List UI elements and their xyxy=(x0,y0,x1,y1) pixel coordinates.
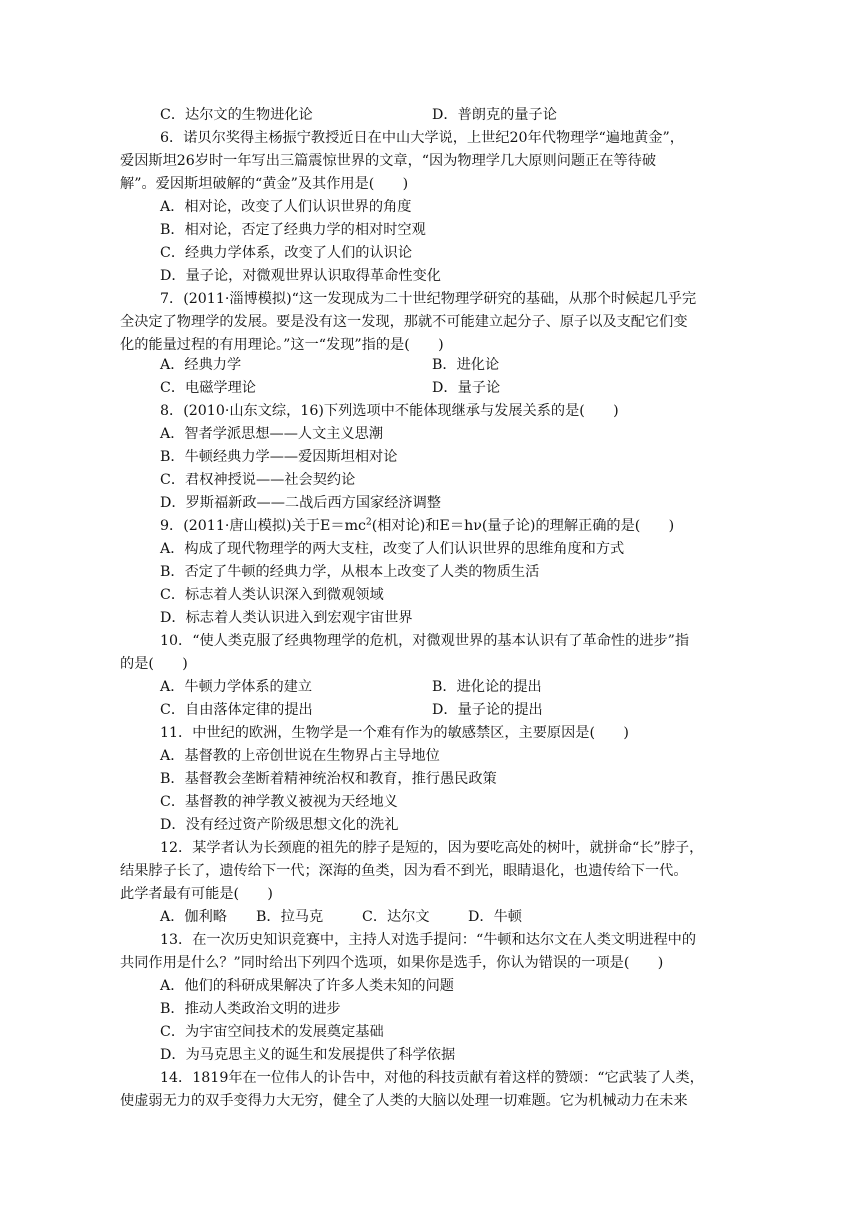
question-6-line: 6．诺贝尔奖得主杨振宁教授近日在中山大学说，上世纪20年代物理学“遍地黄金”， xyxy=(160,130,684,146)
question-12-line: 结果脖子长了，遗传给下一代；深海的鱼类，因为看不到光，眼睛退化，也遗传给下一代。 xyxy=(120,863,688,879)
option-text: B．拉马克 xyxy=(256,909,324,925)
question-7-line: 化的能量过程的有用理论。”这一“发现”指的是( ) xyxy=(120,337,444,353)
question-10-line: 的是( ) xyxy=(120,656,188,672)
option-line: B．基督教会垄断着精神统治权和教育，推行愚民政策 xyxy=(160,771,497,787)
option-line: D．量子论，对微观世界认识取得革命性变化 xyxy=(160,268,441,284)
question-10-line: 10．“使人类克服了经典物理学的危机，对微观世界的基本认识有了革命性的进步”指 xyxy=(160,633,690,649)
option-line: D．没有经过资产阶级思想文化的洗礼 xyxy=(160,817,399,833)
question-7-line: 7．(2011·淄博模拟)“这一发现成为二十世纪物理学研究的基础，从那个时候起几乎完 xyxy=(160,291,697,307)
question-13-line: 13．在一次历史知识竞赛中，主持人对选手提问：“牛顿和达尔文在人类文明进程中的 xyxy=(160,932,697,948)
question-7-line: 全决定了物理学的发展。要是没有这一发现，那就不可能建立起分子、原子以及支配它们变 xyxy=(120,314,688,330)
option-line: C．经典力学体系，改变了人们的认识论 xyxy=(160,245,413,261)
option-line: D．标志着人类认识进入到宏观宇宙世界 xyxy=(160,610,413,626)
option-line: B．相对论，否定了经典力学的相对时空观 xyxy=(160,222,426,238)
option-line: C．自由落体定律的提出 xyxy=(160,702,313,718)
question-6-line: 爱因斯坦26岁时一年写出三篇震惊世界的文章，“因为物理学几大原则问题正在等待破 xyxy=(120,153,657,169)
question-8-line: 8．(2010·山东文综，16)下列选项中不能体现继承与发展关系的是( ) xyxy=(160,403,619,419)
question-9-line xyxy=(160,516,674,536)
option-line: A．相对论，改变了人们认识世界的角度 xyxy=(160,199,412,215)
question-6-line: 解”。爱因斯坦破解的“黄金”及其作用是( ) xyxy=(120,176,409,192)
option-line: B．推动人类政治文明的进步 xyxy=(160,1001,341,1017)
option-line: B．牛顿经典力学——爱因斯坦相对论 xyxy=(160,449,398,465)
question-11-line: 11．中世纪的欧洲，生物学是一个难有作为的敏感禁区，主要原因是( ) xyxy=(160,725,629,741)
option-line xyxy=(160,907,522,927)
option-line: C．君权神授说——社会契约论 xyxy=(160,472,356,488)
superscript: 2 xyxy=(365,517,372,528)
option-line: B．否定了牛顿的经典力学，从根本上改变了人类的物质生活 xyxy=(160,564,540,580)
option-line: C．电磁学理论 xyxy=(160,380,256,396)
option-line: A．基督教的上帝创世说在生物界占主导地位 xyxy=(160,748,440,764)
formula-text: (相对论)和E＝hν(量子论)的理解正确的是( ) xyxy=(371,518,675,534)
question-12-line: 12．某学者认为长颈鹿的祖先的脖子是短的，因为要吃高处的树叶，就拼命“长”脖子， xyxy=(160,840,704,856)
option-line: D．量子论 xyxy=(432,380,501,396)
option-line: A．构成了现代物理学的两大支柱，改变了人们认识世界的思维角度和方式 xyxy=(160,541,625,557)
question-13-line: 共同作用是什么？”同时给出下列四个选项，如果你是选手，你认为错误的一项是( ) xyxy=(120,955,664,971)
option-line xyxy=(432,105,557,125)
option-text: C．达尔文 xyxy=(362,909,430,925)
option-line: D．为马克思主义的诞生和发展提供了科学依据 xyxy=(160,1047,456,1063)
option-line: B．进化论的提出 xyxy=(432,679,542,695)
option-line: A．他们的科研成果解决了许多人类未知的问题 xyxy=(160,978,454,994)
option-line: A．智者学派思想——人文主义思潮 xyxy=(160,426,384,442)
option-line: A．经典力学 xyxy=(160,357,242,373)
option-text: D．普朗克的量子论 xyxy=(432,107,557,123)
option-line: C．基督教的神学教义被视为天经地义 xyxy=(160,794,398,810)
question-14-line: 14．1819年在一位伟人的讣告中，对他的科技贡献有着这样的赞颂：“它武装了人类， xyxy=(160,1070,704,1086)
option-line: A．牛顿力学体系的建立 xyxy=(160,679,313,695)
question-14-line: 使虚弱无力的双手变得力大无穷，健全了人类的大脑以处理一切难题。它为机械动力在未来 xyxy=(120,1093,688,1109)
option-line: B．进化论 xyxy=(432,357,500,373)
option-text: D．牛顿 xyxy=(468,909,522,925)
option-text: C．达尔文的生物进化论 xyxy=(160,107,313,123)
option-line: C．为宇宙空间技术的发展奠定基础 xyxy=(160,1024,384,1040)
option-line: D．量子论的提出 xyxy=(432,702,543,718)
formula-text: 9．(2011·唐山模拟)关于E＝mc xyxy=(160,518,366,534)
option-text: A．伽利略 xyxy=(160,909,227,925)
option-line xyxy=(160,105,313,125)
option-line: D．罗斯福新政——二战后西方国家经济调整 xyxy=(160,495,441,511)
question-12-line: 此学者最有可能是( ) xyxy=(120,886,273,902)
option-line: C．标志着人类认识深入到微观领域 xyxy=(160,587,384,603)
